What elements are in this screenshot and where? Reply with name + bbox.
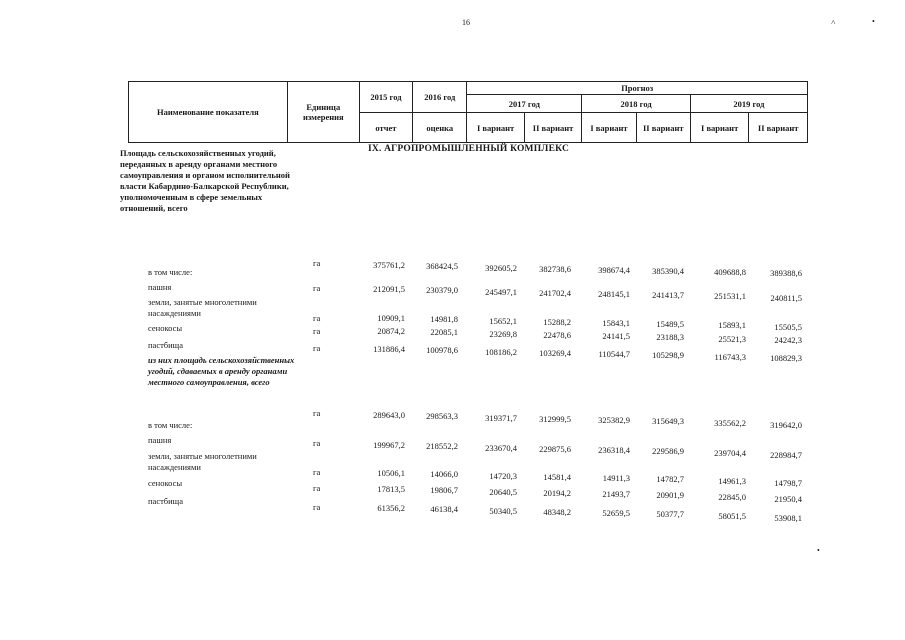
cell-value: 218552,2 xyxy=(426,441,458,451)
cell-value: 58051,5 xyxy=(718,511,746,521)
row-unit: га xyxy=(313,467,321,477)
row-unit: га xyxy=(313,343,321,353)
cell-value: 389388,6 xyxy=(770,268,802,278)
row-label: Площадь сельскохозяйственных угодий, переданных в аренду органами местного самоуправления и органом исполнительной власти Кабардино-Балкарской Республики, уполномоченным в сфере земельных отношений, всего xyxy=(120,148,290,213)
cell-value: 10506,1 xyxy=(377,468,405,478)
cell-value: 48348,2 xyxy=(543,507,571,517)
header-2019: 2019 год xyxy=(690,95,807,113)
cell-value: 233670,4 xyxy=(485,443,517,453)
header-unit: Единица измерения xyxy=(287,82,359,143)
header-2015: 2015 год xyxy=(359,82,412,113)
row-unit: га xyxy=(313,483,321,493)
cell-value: 312999,5 xyxy=(539,414,571,424)
page-number: 16 xyxy=(462,18,470,27)
row-label: в том числе: xyxy=(148,420,193,430)
cell-value: 22478,6 xyxy=(543,330,571,340)
cell-value: 319371,7 xyxy=(485,413,517,423)
header-estimate: оценка xyxy=(413,113,467,143)
cell-value: 50340,5 xyxy=(489,506,517,516)
cell-value: 20874,2 xyxy=(377,326,405,336)
cell-value: 108186,2 xyxy=(485,347,517,357)
cell-value: 325382,9 xyxy=(598,415,630,425)
cell-value: 15893,1 xyxy=(718,320,746,330)
row-unit: га xyxy=(313,438,321,448)
cell-value: 22845,0 xyxy=(718,492,746,502)
cell-value: 110544,7 xyxy=(598,349,630,359)
cell-value: 15489,5 xyxy=(656,319,684,329)
cell-value: 248145,1 xyxy=(598,289,630,299)
cell-value: 23269,8 xyxy=(489,329,517,339)
cell-value: 46138,4 xyxy=(430,504,458,514)
cell-value: 25521,3 xyxy=(718,334,746,344)
cell-value: 245497,1 xyxy=(485,287,517,297)
cell-value: 382738,6 xyxy=(539,264,571,274)
header-variant-1: I вариант xyxy=(690,113,748,143)
scan-mark: • xyxy=(872,17,875,26)
section-title: IX. АГРОПРОМЫШЛЕННЫЙ КОМПЛЕКС xyxy=(368,144,570,154)
cell-value: 368424,5 xyxy=(426,261,458,271)
cell-value: 240811,5 xyxy=(770,293,802,303)
cell-value: 21493,7 xyxy=(602,489,630,499)
cell-value: 315649,3 xyxy=(652,416,684,426)
cell-value: 15843,1 xyxy=(602,318,630,328)
cell-value: 108829,3 xyxy=(770,353,802,363)
header-variant-1: I вариант xyxy=(467,113,524,143)
cell-value: 100978,6 xyxy=(426,345,458,355)
cell-value: 230379,0 xyxy=(426,285,458,295)
header-variant-2: II вариант xyxy=(636,113,690,143)
header-variant-2: II вариант xyxy=(524,113,581,143)
header-2016: 2016 год xyxy=(413,82,467,113)
row-label: из них площадь сельскохозяйственных угодий, сдаваемых в аренду органами местного самоуправления, всего xyxy=(148,355,295,387)
row-unit: га xyxy=(313,326,321,336)
cell-value: 15505,5 xyxy=(774,322,802,332)
row-label: земли, занятые многолетними насаждениями xyxy=(148,451,257,472)
cell-value: 251531,1 xyxy=(714,291,746,301)
cell-value: 14798,7 xyxy=(774,478,802,488)
cell-value: 23188,3 xyxy=(656,332,684,342)
header-report: отчет xyxy=(359,113,412,143)
scan-mark: • xyxy=(817,546,820,555)
table-header xyxy=(128,81,808,143)
cell-value: 14066,0 xyxy=(430,469,458,479)
row-unit: га xyxy=(313,258,321,268)
cell-value: 52659,5 xyxy=(602,508,630,518)
cell-value: 236318,4 xyxy=(598,445,630,455)
cell-value: 392605,2 xyxy=(485,263,517,273)
cell-value: 335562,2 xyxy=(714,418,746,428)
cell-value: 10909,1 xyxy=(377,313,405,323)
cell-value: 398674,4 xyxy=(598,265,630,275)
cell-value: 199967,2 xyxy=(373,440,405,450)
row-label: земли, занятые многолетними насаждениями xyxy=(148,297,257,318)
cell-value: 131886,4 xyxy=(373,344,405,354)
header-variant-1: I вариант xyxy=(582,113,636,143)
cell-value: 21950,4 xyxy=(774,494,802,504)
header-forecast: Прогноз xyxy=(467,82,808,95)
cell-value: 53908,1 xyxy=(774,513,802,523)
cell-value: 50377,7 xyxy=(656,509,684,519)
header-2017: 2017 год xyxy=(467,95,582,113)
cell-value: 20901,9 xyxy=(656,490,684,500)
cell-value: 19806,7 xyxy=(430,485,458,495)
cell-value: 229586,9 xyxy=(652,446,684,456)
row-unit: га xyxy=(313,408,321,418)
row-label: пастбища xyxy=(148,340,184,350)
cell-value: 298563,3 xyxy=(426,411,458,421)
cell-value: 241702,4 xyxy=(539,288,571,298)
cell-value: 212091,5 xyxy=(373,284,405,294)
cell-value: 103269,4 xyxy=(539,348,571,358)
cell-value: 14981,8 xyxy=(430,314,458,324)
cell-value: 14581,4 xyxy=(543,472,571,482)
cell-value: 24242,3 xyxy=(774,335,802,345)
row-label: сенокосы xyxy=(148,323,183,333)
cell-value: 116743,3 xyxy=(714,352,746,362)
cell-value: 24141,5 xyxy=(602,331,630,341)
row-label: пастбища xyxy=(148,496,184,506)
cell-value: 105298,9 xyxy=(652,350,684,360)
cell-value: 14961,3 xyxy=(718,476,746,486)
cell-value: 17813,5 xyxy=(377,484,405,494)
cell-value: 61356,2 xyxy=(377,503,405,513)
cell-value: 20640,5 xyxy=(489,487,517,497)
cell-value: 20194,2 xyxy=(543,488,571,498)
cell-value: 14720,3 xyxy=(489,471,517,481)
row-label: пашня xyxy=(148,435,172,445)
cell-value: 289643,0 xyxy=(373,410,405,420)
row-label: пашня xyxy=(148,282,172,292)
cell-value: 15288,2 xyxy=(543,317,571,327)
row-label: в том числе: xyxy=(148,267,193,277)
cell-value: 319642,0 xyxy=(770,420,802,430)
row-unit: га xyxy=(313,283,321,293)
cell-value: 228984,7 xyxy=(770,450,802,460)
row-unit: га xyxy=(313,502,321,512)
row-unit: га xyxy=(313,313,321,323)
cell-value: 22085,1 xyxy=(430,327,458,337)
header-variant-2: II вариант xyxy=(749,113,808,143)
cell-value: 15652,1 xyxy=(489,316,517,326)
header-2018: 2018 год xyxy=(582,95,691,113)
cell-value: 241413,7 xyxy=(652,290,684,300)
cell-value: 229875,6 xyxy=(539,444,571,454)
cell-value: 14782,7 xyxy=(656,474,684,484)
cell-value: 409688,8 xyxy=(714,267,746,277)
cell-value: 14911,3 xyxy=(602,473,630,483)
cell-value: 385390,4 xyxy=(652,266,684,276)
header-indicator: Наименование показателя xyxy=(129,82,288,143)
scan-mark: ˄ xyxy=(831,18,836,27)
cell-value: 239704,4 xyxy=(714,448,746,458)
row-label: сенокосы xyxy=(148,478,183,488)
cell-value: 375761,2 xyxy=(373,260,405,270)
